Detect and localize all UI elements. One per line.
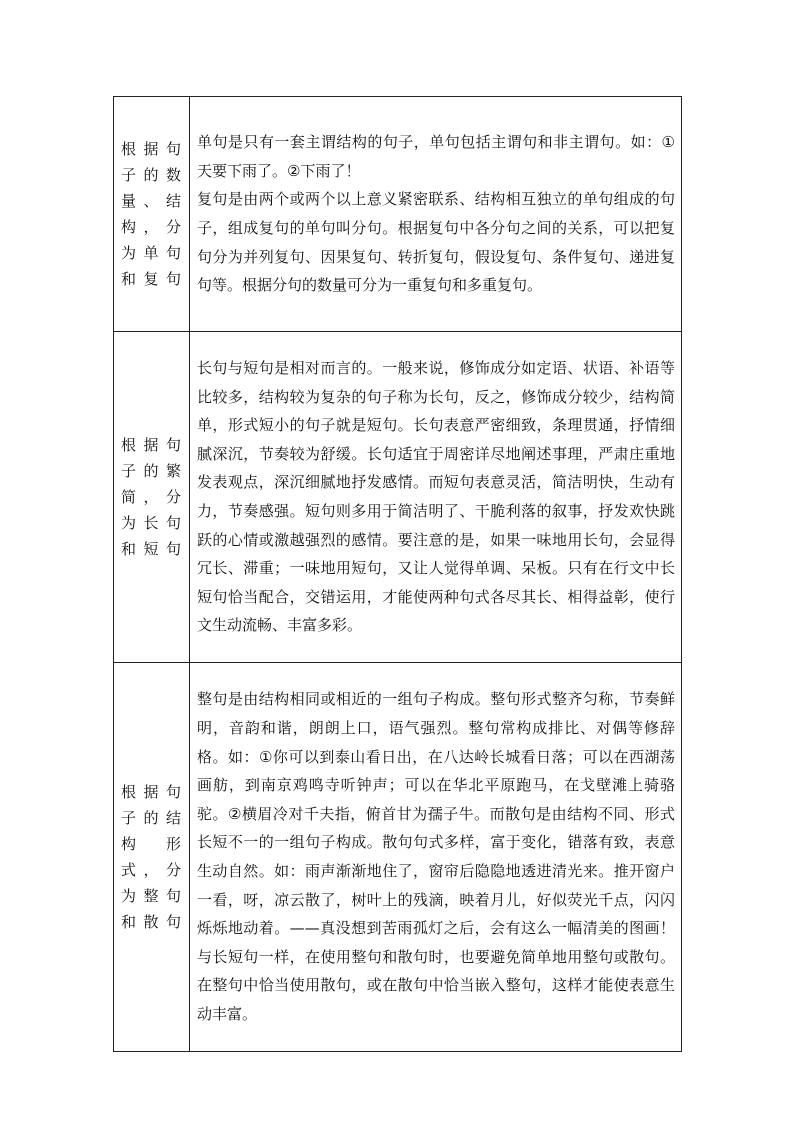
row-content-cell [190, 97, 682, 332]
table-row-long-short [114, 332, 682, 663]
paragraph-single-sentence: 单句是只有一套主谓结构的句子，单句包括主谓句和非主谓句。如：①天要下雨了。②下雨了！ [197, 133, 675, 180]
row-label: 根据句子的数量、结构，分为单句和复句 [121, 140, 183, 288]
paragraph-long-short-sentence: 长句与短句是相对而言的。一般来说，修饰成分如定语、状语、补语等比较多，结构较为复杂的句子称为长句，反之，修饰成分较少，结构简单，形式短小的句子就是短句。长句表意严密细致，条理贯通，抒情细腻深沉，节奏较为舒缓。长句适宜于周密详尽地阐述事理，严肃庄重地发表观点，深沉细腻地抒发感情。而短句表意灵活，简洁明快，生动有力，节奏感强。短句则多用于简洁明了、干脆利落的叙事，抒发欢快跳跃的心情或激越强烈的感情。要注意的是，如果一味地用长句，会显得冗长、滞重；一味地用短句，又让人觉得单调、呆板。只有在行文中长短句恰当配合，交错运用，才能使两种句式各尽其长、相得益彰，使行文生动流畅、丰富多彩。 [197, 359, 675, 635]
row-content-cell [190, 663, 682, 1052]
paragraph-parallel-loose-sentence: 整句是由结构相同或相近的一组句子构成。整句形式整齐匀称，节奏鲜明，音韵和谐，朗朗上口，语气强烈。整句常构成排比、对偶等修辞格。如：①你可以到泰山看日出，在八达岭长城看日落；可以在西湖荡画舫，到南京鸡鸣寺听钟声；可以在华北平原跑马，在戈壁滩上骑骆驼。②横眉冷对千夫指，俯首甘为孺子牛。而散句是由结构不同、形式长短不一的一组句子构成。散句句式多样，富于变化，错落有致，表意生动自然。如：雨声渐渐地住了，窗帘后隐隐地透进清光来。推开窗户一看，呀，凉云散了，树叶上的残滴，映着月儿，好似荧光千点，闪闪烁烁地动着。——真没想到苦雨孤灯之后，会有这么一幅清美的图画！与长短句一样，在使用整句和散句时，也要避免简单地用整句或散句。在整句中恰当使用散句，或在散句中恰当嵌入整句，这样才能使表意生动丰富。 [197, 690, 675, 1023]
row-label-cell [114, 663, 190, 1052]
table-row-parallel-loose [114, 663, 682, 1052]
row-label: 根据句子的繁简，分为长句和短句 [121, 436, 183, 558]
paragraph-complex-sentence: 复句是由两个或两个以上意义紧密联系、结构相互独立的单句组成的句子，组成复句的单句叫分句。根据复句中各分句之间的关系，可以把复句分为并列复句、因果复句、转折复句，假设复句、条件复句、递进复句等。根据分句的数量可分为一重复句和多重复句。 [197, 190, 675, 295]
row-content-cell [190, 332, 682, 663]
row-label: 根据句子的结构形式，分为整句和散句 [121, 783, 183, 931]
row-label-cell [114, 97, 190, 332]
sentence-types-table [113, 96, 682, 1052]
table-row-single-complex [114, 97, 682, 332]
row-label-cell [114, 332, 190, 663]
